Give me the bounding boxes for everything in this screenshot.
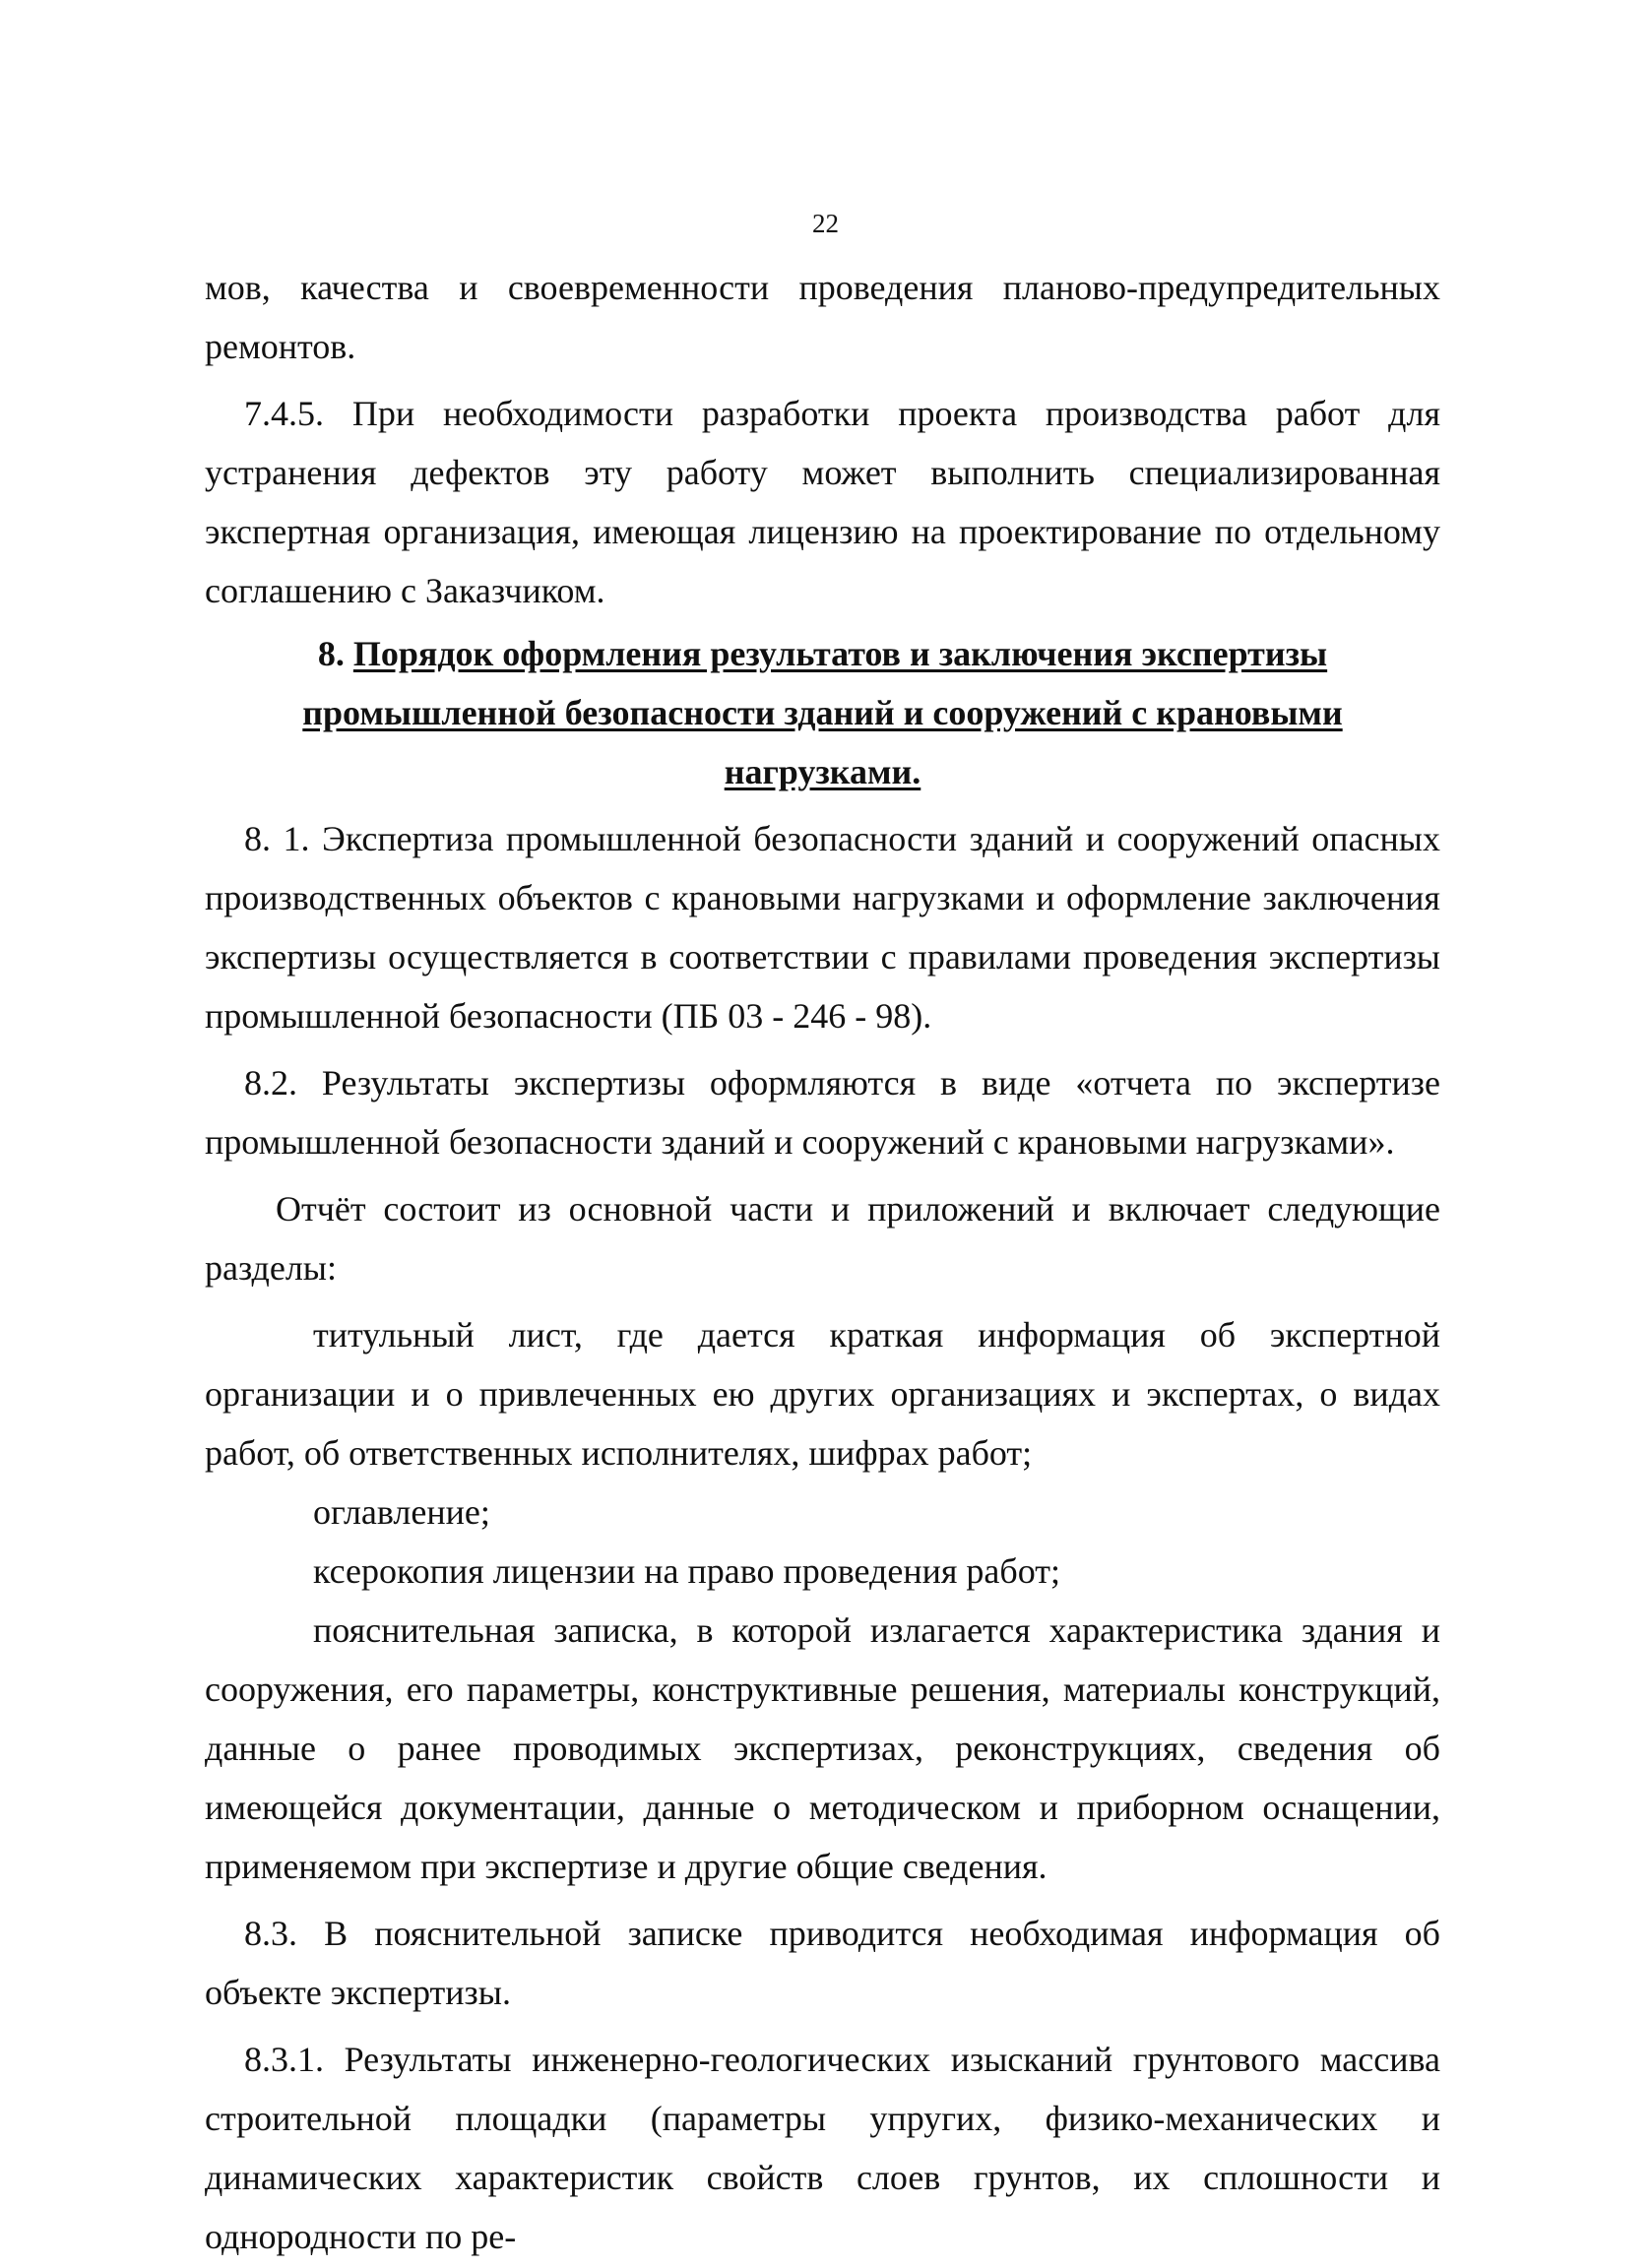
paragraph-8-1: 8. 1. Экспертиза промышленной безопасности зданий и сооружений опасных производственных объектов с крановыми нагрузками и оформление заключения экспертизы осуществляется в соответствии с правилами проведения экспертизы промышленной безопасности (ПБ 03 - 246 - 98). (205, 819, 1440, 1036)
paragraph-8-2: 8.2. Результаты экспертизы оформляются в виде «отчета по экспертизе промышленной безопасности зданий и сооружений с крановыми нагрузками». (205, 1063, 1440, 1162)
list-item-license-copy: ксерокопия лицензии на право проведения работ; (313, 1551, 1060, 1591)
page-number: 22 (812, 209, 839, 238)
list-item-title-page: титульный лист, где дается краткая информация об экспертной организации и о привлеченных ею других организациях и экспертах, о видах работ, об ответственных исполнителях, шифрах работ; (205, 1315, 1440, 1473)
section-heading-text: Порядок оформления результатов и заключения экспертизы промышленной безопасности зданий и сооружений с крановыми нагрузками. (302, 634, 1343, 791)
paragraph-7-4-5: 7.4.5. При необходимости разработки проекта производства работ для устранения дефектов эту работу может выполнить специализированная экспертная организация, имеющая лицензию на проектирование по отдельному соглашению с Заказчиком. (205, 394, 1440, 610)
paragraph-8-3: 8.3. В пояснительной записке приводится необходимая информация об объекте экспертизы. (205, 1914, 1440, 2012)
list-item-contents: оглавление; (313, 1492, 490, 1532)
paragraph-continuation: мов, качества и своевременности проведения планово-предупредительных ремонтов. (205, 268, 1440, 366)
list-item-explanatory-note: пояснительная записка, в которой излагается характеристика здания и сооружения, его параметры, конструктивные решения, материалы конструкций, данные о ранее проводимых экспертизах, реконструкциях, сведения об имеющейся документации, данные о методическом и приборном оснащении, применяемом при экспертизе и другие общие сведения. (205, 1610, 1440, 1886)
section-heading-number: 8. (317, 634, 345, 673)
paragraph-8-3-1: 8.3.1. Результаты инженерно-геологических изысканий грунтового массива строительной площадки (параметры упругих, физико-механических и динамических характеристик свойств слоев грунтов, их сплошности и однородности по ре- (205, 2040, 1440, 2256)
section-heading-8 (205, 624, 1440, 801)
paragraph-report-structure: Отчёт состоит из основной части и приложений и включает следующие разделы: (205, 1189, 1440, 1288)
document-body (205, 258, 1440, 2266)
